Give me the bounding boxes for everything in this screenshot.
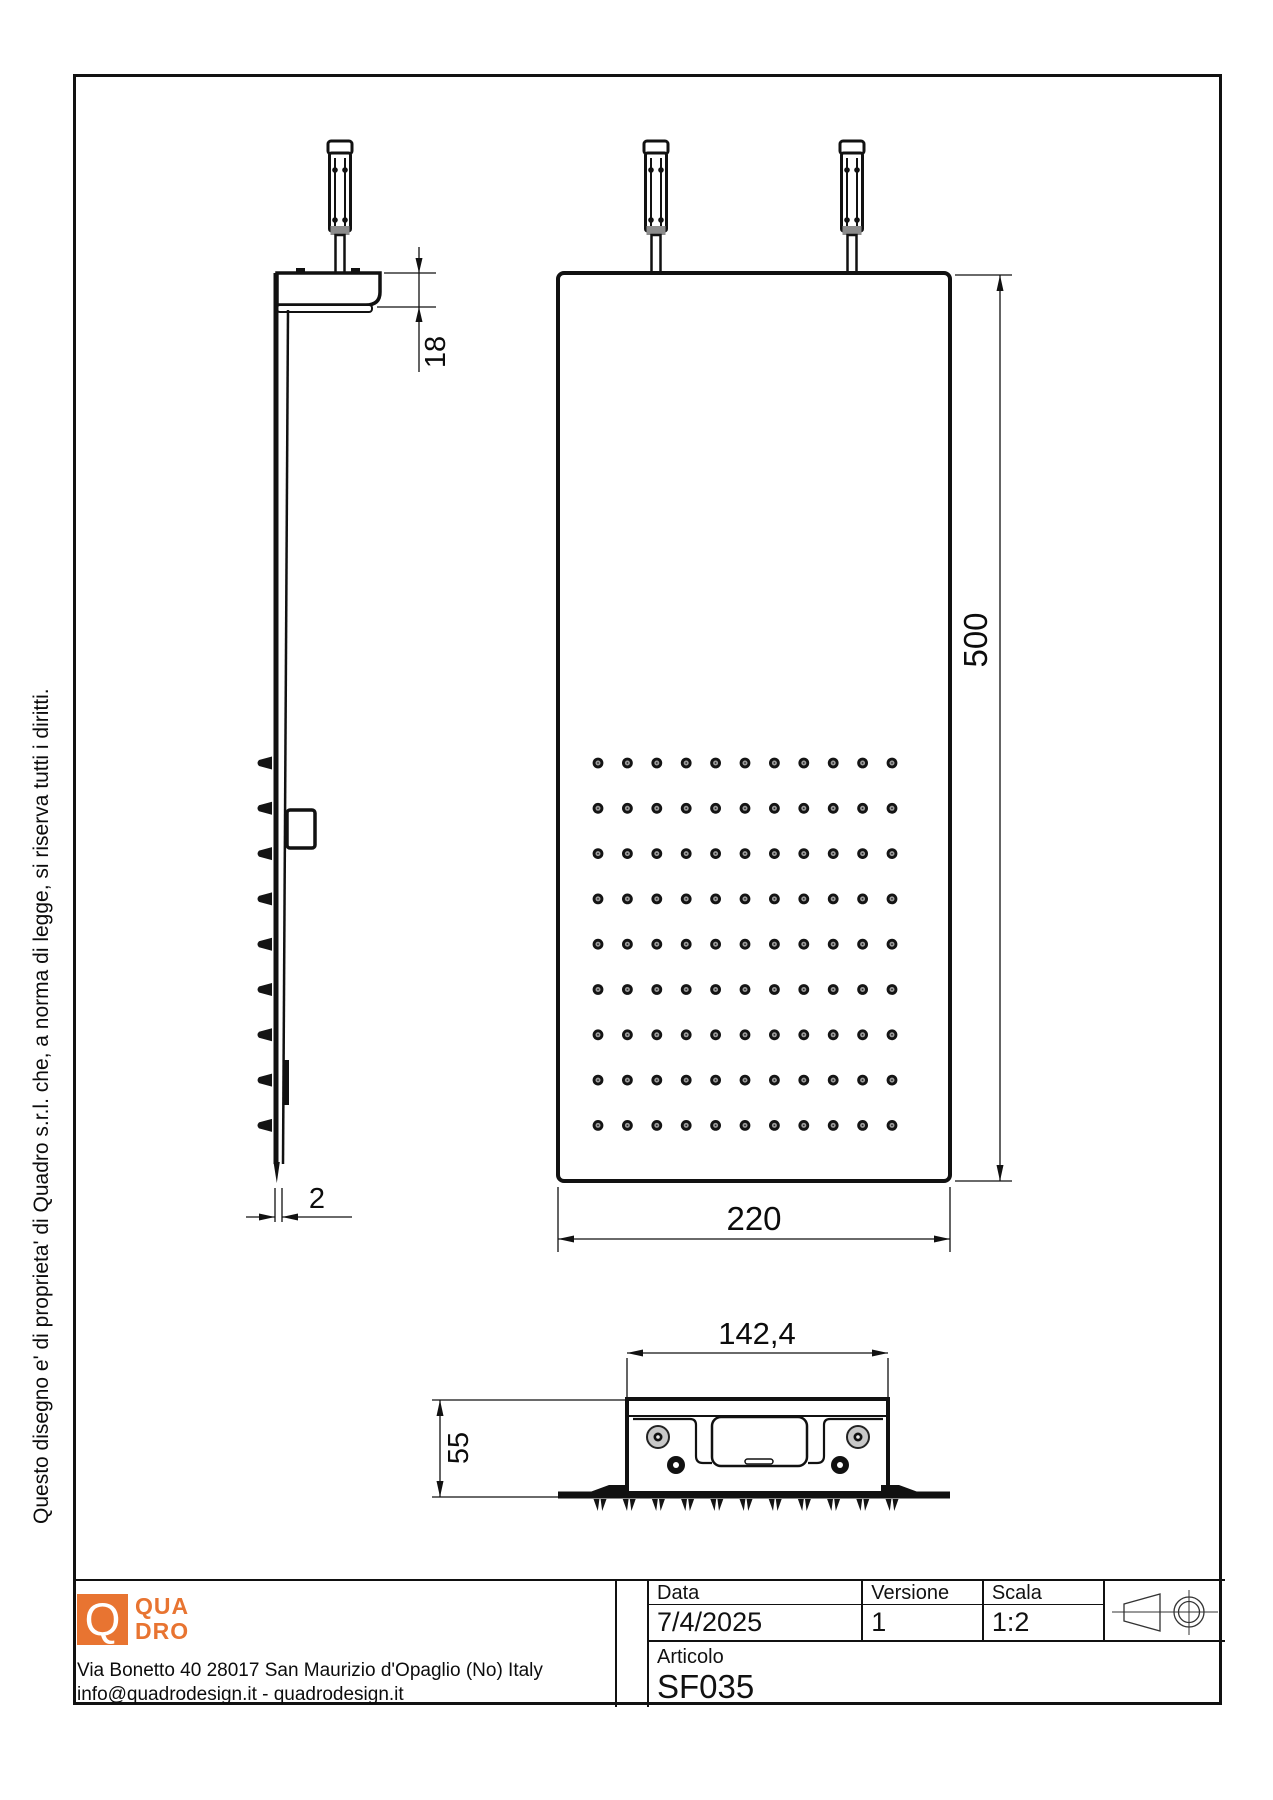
side-bracket [277, 273, 380, 305]
scala-label: Scala [984, 1581, 1104, 1605]
dim-body-width: 142,4 [718, 1316, 796, 1351]
versione-cell [863, 1581, 984, 1640]
logo-q: Q [84, 1593, 121, 1645]
first-angle-projection-icon [1108, 1583, 1222, 1639]
side-nozzles [258, 757, 273, 1132]
articolo-value: SF035 [657, 1668, 755, 1705]
bottom-nozzles [594, 1499, 899, 1511]
dim-body-height: 55 [443, 1431, 475, 1465]
dim-front-width: 220 [726, 1200, 782, 1237]
data-label: Data [649, 1581, 861, 1605]
data-cell [649, 1581, 863, 1640]
scala-cell [984, 1581, 1106, 1640]
versione-label: Versione [863, 1581, 982, 1605]
title-block [73, 1579, 1225, 1708]
screw-hole-right [847, 1426, 869, 1448]
dim-plate-thickness: 2 [308, 1183, 326, 1215]
dim-bracket-height: 18 [420, 335, 452, 369]
side-view [258, 141, 381, 1183]
data-value: 7/4/2025 [657, 1607, 763, 1637]
articolo-cell [649, 1642, 1225, 1705]
side-tab [287, 810, 315, 848]
logo-wordmark: QUA DRO [135, 1593, 190, 1644]
scala-value: 1:2 [991, 1607, 1030, 1637]
side-plate-back [283, 310, 288, 1164]
front-view [558, 141, 950, 1181]
versione-value: 1 [871, 1607, 887, 1637]
articolo-label: Articolo [657, 1646, 724, 1668]
company-cell [73, 1581, 617, 1707]
property-note: Questo disegno e' di proprieta' di Quadro s.r.l. che, a norma di legge, si riserva tutti i diritti. [30, 688, 53, 1524]
address-line: Via Bonetto 40 28017 San Maurizio d'Opaglio (No) Italy [77, 1660, 543, 1681]
bottom-view [558, 1399, 950, 1511]
quadro-logo-icon [77, 1594, 128, 1645]
contacts-line: info@quadrodesign.it - quadrodesign.it [77, 1684, 404, 1705]
screw-hole-left [647, 1426, 669, 1448]
dim-front-height: 500 [957, 612, 994, 668]
company-address [77, 1659, 543, 1707]
front-plate [558, 273, 950, 1181]
title-block-table [647, 1581, 1225, 1707]
projection-symbol-cell [1105, 1581, 1225, 1640]
